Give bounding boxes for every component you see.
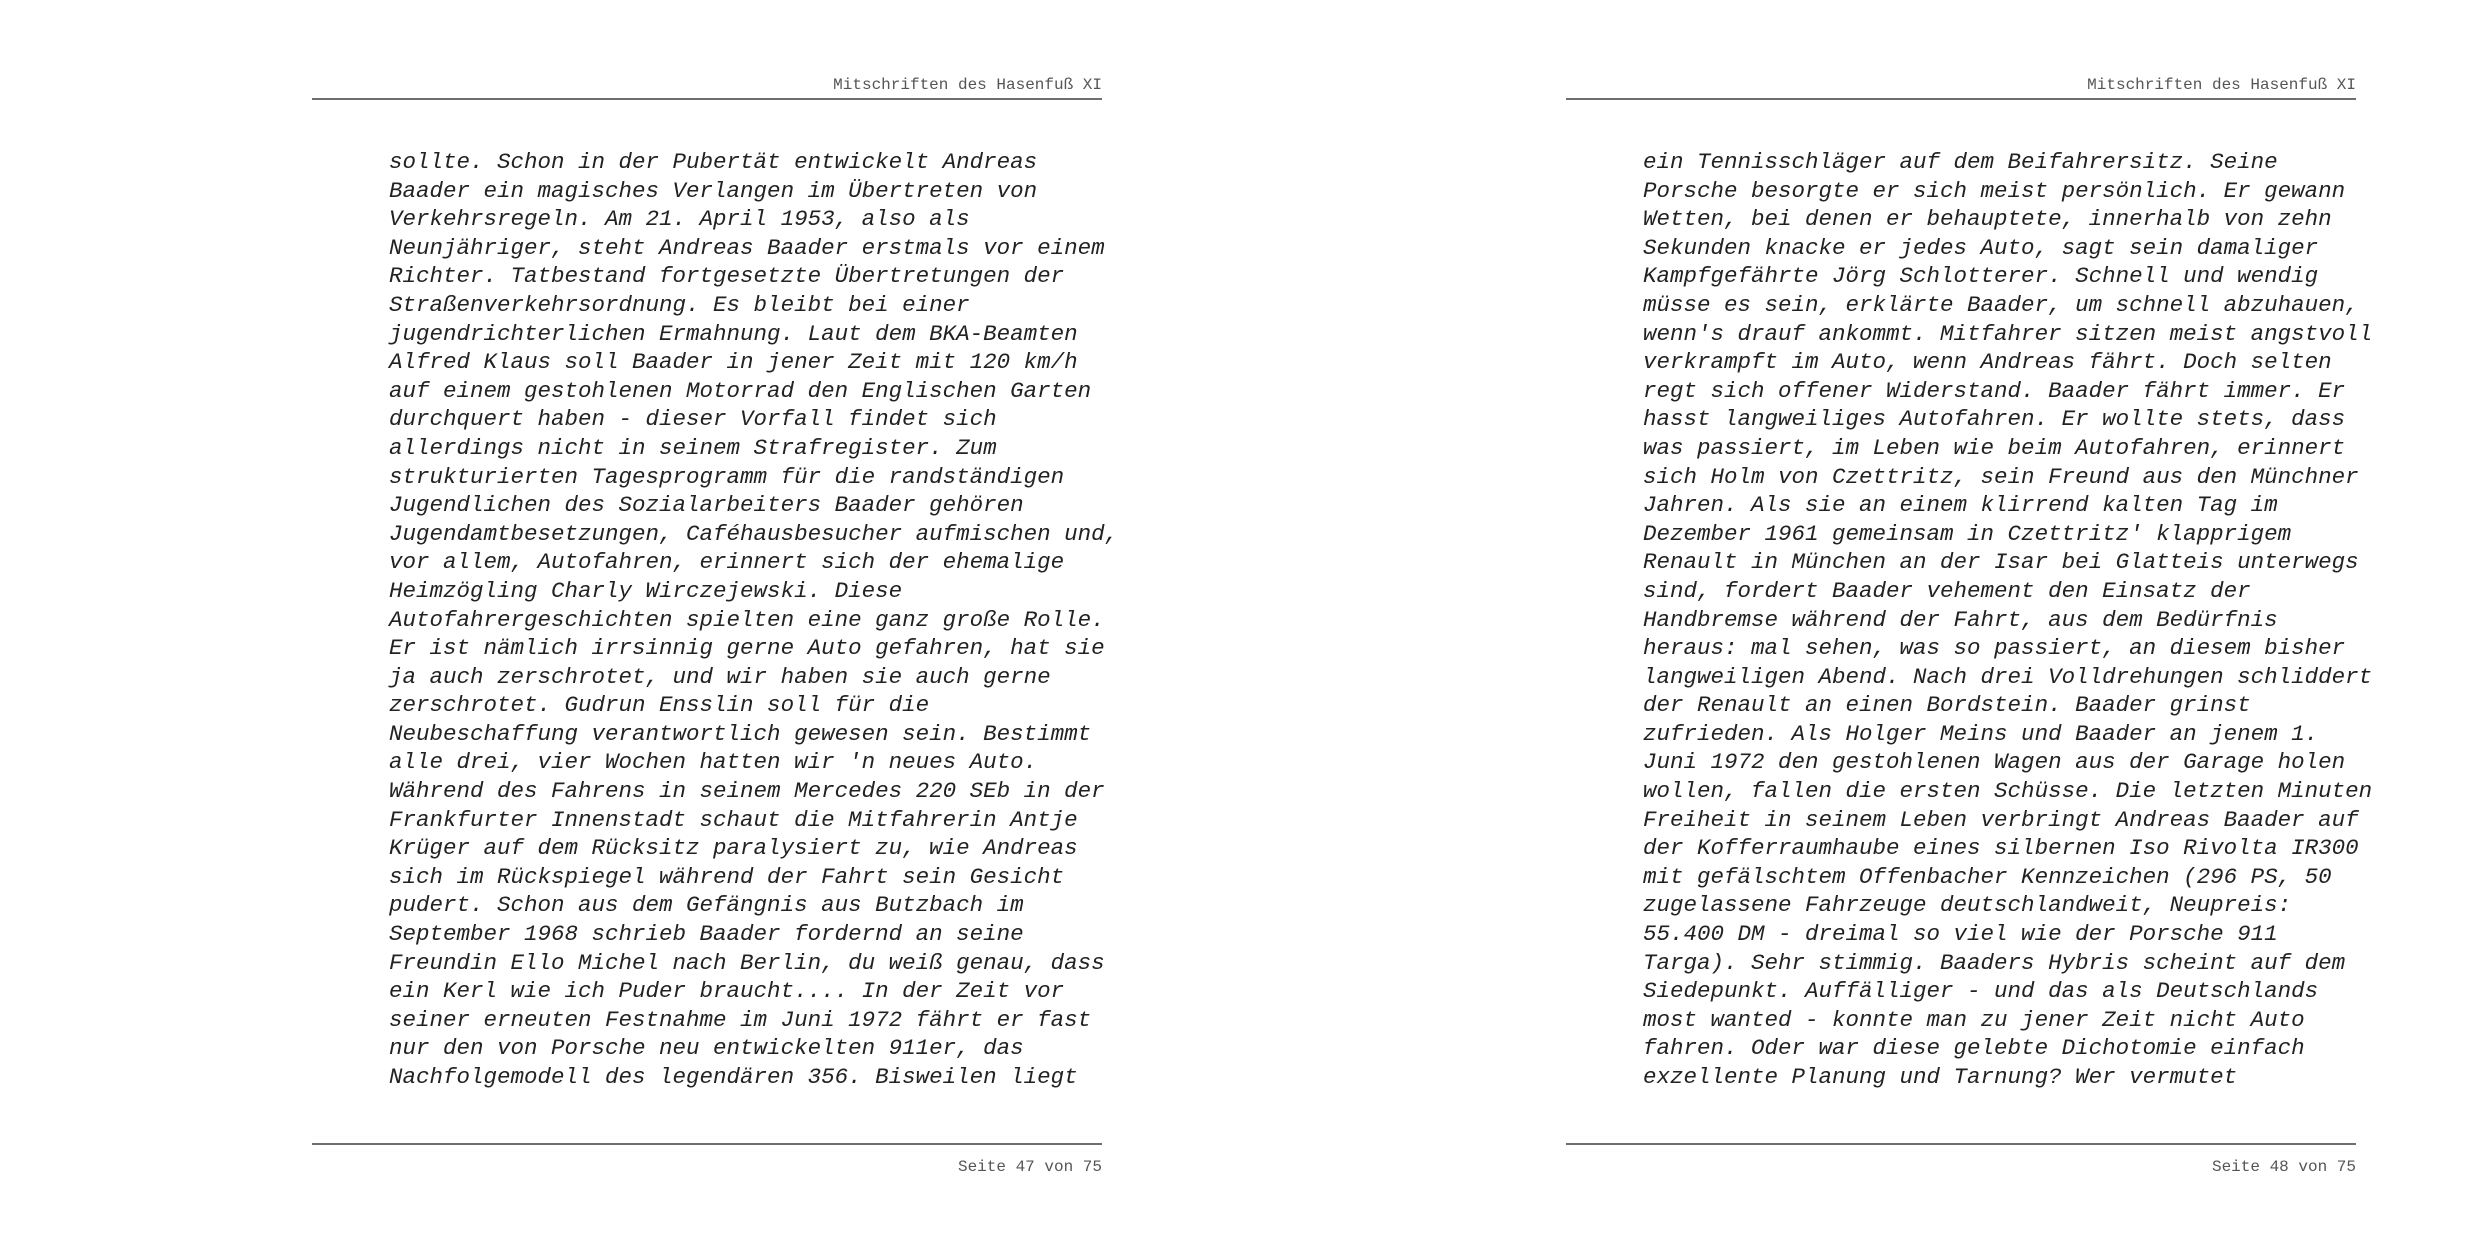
text-line: most wanted - konnte man zu jener Zeit nicht Auto xyxy=(1643,1006,2305,1033)
text-line: strukturierten Tagesprogramm für die randständigen xyxy=(389,463,1065,490)
text-line: Straßenverkehrsordnung. Es bleibt bei einer xyxy=(389,291,970,318)
text-line: Neunjähriger, steht Andreas Baader erstmals vor einem xyxy=(389,234,1105,261)
text-line: Nachfolgemodell des legendären 356. Bisweilen liegt xyxy=(389,1064,1078,1090)
text-line: auf einem gestohlenen Motorrad den Englischen Garten xyxy=(389,377,1092,404)
header-title: Mitschriften des Hasenfuß XI xyxy=(833,76,1102,94)
text-line: sind, fordert Baader vehement den Einsatz der xyxy=(1643,577,2251,604)
header-title: Mitschriften des Hasenfuß XI xyxy=(2087,76,2356,94)
text-line: 55.400 DM - dreimal so viel wie der Porsche 911 xyxy=(1643,921,2278,948)
text-line: Sekunden knacke er jedes Auto, sagt sein damaliger xyxy=(1643,234,2319,261)
text-line: hasst langweiliges Autofahren. Er wollte stets, dass xyxy=(1643,406,2346,433)
text-line: ein Kerl wie ich Puder braucht.... In der Zeit vor xyxy=(389,978,1065,1005)
text-line: Freundin Ello Michel nach Berlin, du weiß genau, dass xyxy=(389,949,1105,976)
text-line: sich im Rückspiegel während der Fahrt sein Gesicht xyxy=(389,863,1065,890)
text-line: Renault in München an der Isar bei Glatteis unterwegs xyxy=(1643,549,2359,576)
text-line: jugendrichterlichen Ermahnung. Laut dem BKA-Beamten xyxy=(389,320,1078,347)
text-line: Porsche besorgte er sich meist persönlich. Er gewann xyxy=(1643,177,2346,204)
text-line: Dezember 1961 gemeinsam in Czettritz' klapprigem xyxy=(1643,520,2292,547)
text-line: ein Tennisschläger auf dem Beifahrersitz. Seine xyxy=(1643,149,2278,175)
footer-divider xyxy=(1566,1143,2356,1145)
text-line: September 1968 schrieb Baader fordernd an seine xyxy=(389,921,1024,948)
text-line: was passiert, im Leben wie beim Autofahren, erinnert xyxy=(1643,434,2346,461)
text-line: Er ist nämlich irrsinnig gerne Auto gefahren, hat sie xyxy=(389,635,1105,662)
text-line: heraus: mal sehen, was so passiert, an diesem bisher xyxy=(1643,635,2346,662)
text-line: nur den von Porsche neu entwickelten 911er, das xyxy=(389,1035,1024,1062)
page-number: Seite 47 von 75 xyxy=(957,1158,1102,1176)
text-line: seiner erneuten Festnahme im Juni 1972 fährt er fast xyxy=(389,1006,1092,1033)
text-line: zerschrotet. Gudrun Ensslin soll für die xyxy=(389,692,930,719)
text-line: Krüger auf dem Rücksitz paralysiert zu, wie Andreas xyxy=(389,835,1078,862)
text-line: Baader ein magisches Verlangen im Übertreten von xyxy=(389,177,1038,204)
text-line: Freiheit in seinem Leben verbringt Andreas Baader auf xyxy=(1643,806,2359,833)
text-line: exzellente Planung und Tarnung? Wer vermutet xyxy=(1643,1064,2238,1090)
page-header xyxy=(1566,72,2356,100)
text-line: alle drei, vier Wochen hatten wir 'n neues Auto. xyxy=(389,749,1038,776)
page-body xyxy=(389,148,1119,1092)
text-line: Jugendamtbesetzungen, Caféhausbesucher aufmischen und, xyxy=(389,520,1119,547)
text-line: zufrieden. Als Holger Meins und Baader an jenem 1. xyxy=(1643,720,2319,747)
text-line: der Renault an einen Bordstein. Baader grinst xyxy=(1643,692,2251,719)
text-line: langweiligen Abend. Nach drei Volldrehungen schliddert xyxy=(1643,663,2373,690)
text-line: Verkehrsregeln. Am 21. April 1953, also als xyxy=(389,206,970,233)
page-left xyxy=(312,0,1119,1240)
text-line: sich Holm von Czettritz, sein Freund aus den Münchner xyxy=(1643,463,2359,490)
text-line: vor allem, Autofahren, erinnert sich der ehemalige xyxy=(389,549,1065,576)
text-line: sollte. Schon in der Pubertät entwickelt Andreas xyxy=(389,149,1038,175)
text-line: verkrampft im Auto, wenn Andreas fährt. Doch selten xyxy=(1643,349,2332,376)
text-line: Jugendlichen des Sozialarbeiters Baader gehören xyxy=(389,492,1024,519)
text-line: Während des Fahrens in seinem Mercedes 220 SEb in der xyxy=(389,778,1105,805)
text-line: Alfred Klaus soll Baader in jener Zeit mit 120 km/h xyxy=(389,349,1078,376)
text-line: Neubeschaffung verantwortlich gewesen sein. Bestimmt xyxy=(389,720,1092,747)
page-header xyxy=(312,72,1102,100)
text-line: allerdings nicht in seinem Strafregister. Zum xyxy=(389,434,997,461)
text-line: regt sich offener Widerstand. Baader fährt immer. Er xyxy=(1643,377,2346,404)
text-line: pudert. Schon aus dem Gefängnis aus Butzbach im xyxy=(389,892,1024,919)
text-line: Siedepunkt. Auffälliger - und das als Deutschlands xyxy=(1643,978,2319,1005)
text-line: durchquert haben - dieser Vorfall findet sich xyxy=(389,406,997,433)
text-line: Wetten, bei denen er behauptete, innerhalb von zehn xyxy=(1643,206,2332,233)
page-right xyxy=(1566,0,2373,1240)
page-body xyxy=(1643,148,2373,1092)
text-line: Richter. Tatbestand fortgesetzte Übertretungen der xyxy=(389,263,1065,290)
page-number: Seite 48 von 75 xyxy=(2211,1158,2356,1176)
text-line: Targa). Sehr stimmig. Baaders Hybris scheint auf dem xyxy=(1643,949,2346,976)
text-line: Juni 1972 den gestohlenen Wagen aus der Garage holen xyxy=(1643,749,2346,776)
text-line: Autofahrergeschichten spielten eine ganz große Rolle. xyxy=(389,606,1105,633)
text-line: Jahren. Als sie an einem klirrend kalten Tag im xyxy=(1643,492,2278,519)
text-line: Frankfurter Innenstadt schaut die Mitfahrerin Antje xyxy=(389,806,1078,833)
text-line: der Kofferraumhaube eines silbernen Iso Rivolta IR300 xyxy=(1643,835,2359,862)
text-line: mit gefälschtem Offenbacher Kennzeichen (296 PS, 50 xyxy=(1643,863,2332,890)
text-line: Kampfgefährte Jörg Schlotterer. Schnell und wendig xyxy=(1643,263,2319,290)
text-line: wollen, fallen die ersten Schüsse. Die letzten Minuten xyxy=(1643,778,2373,805)
text-line: fahren. Oder war diese gelebte Dichotomie einfach xyxy=(1643,1035,2305,1062)
text-line: zugelassene Fahrzeuge deutschlandweit, Neupreis: xyxy=(1643,892,2292,919)
text-line: Handbremse während der Fahrt, aus dem Bedürfnis xyxy=(1643,606,2278,633)
footer-divider xyxy=(312,1143,1102,1145)
text-line: Heimzögling Charly Wirczejewski. Diese xyxy=(389,577,903,604)
text-line: wenn's drauf ankommt. Mitfahrer sitzen meist angstvoll xyxy=(1643,320,2373,347)
text-line: ja auch zerschrotet, und wir haben sie auch gerne xyxy=(389,663,1051,690)
text-line: müsse es sein, erklärte Baader, um schnell abzuhauen, xyxy=(1643,291,2359,318)
